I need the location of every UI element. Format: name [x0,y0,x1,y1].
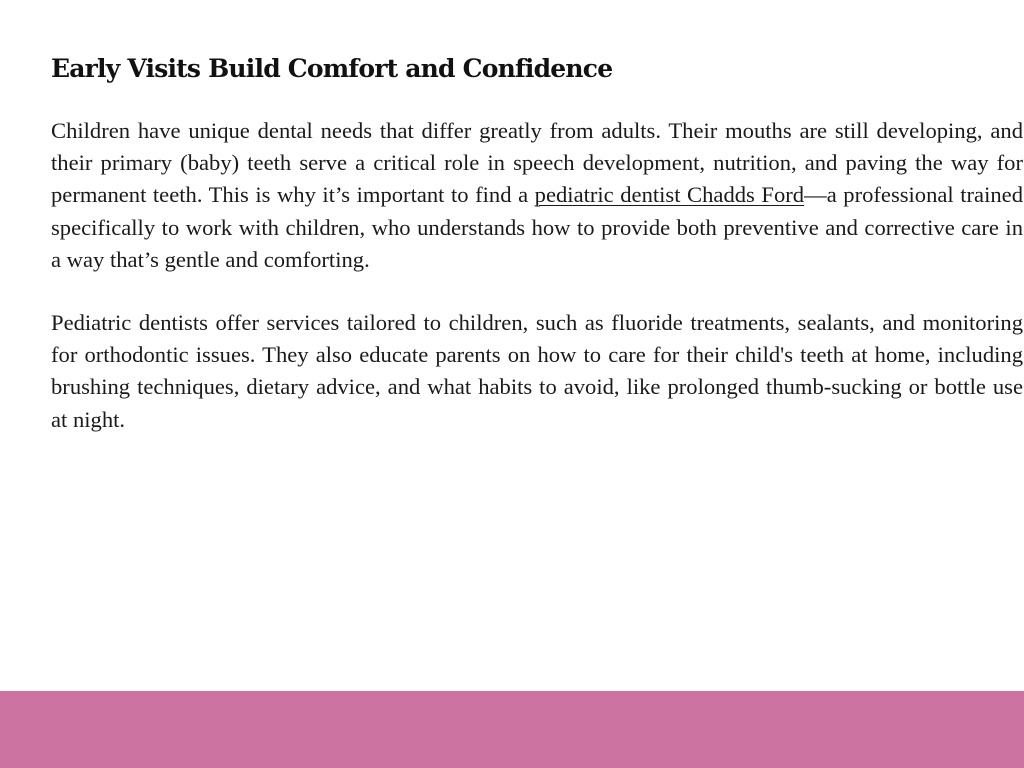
article-paragraph-1 [51,115,1023,276]
paragraph-1-text-before-link: Children have unique dental needs that differ greatly from adults. Their mouths are still developing, and their primary (baby) teeth serve a critical role in speech development, nutrition, and paving the way for permanent teeth. This is why it’s important to find a [51,118,1023,208]
article-content [51,50,1023,436]
footer-band [0,691,1024,768]
article-heading: Early Visits Build Comfort and Confidence [51,54,613,83]
article-paragraph-2: Pediatric dentists offer services tailored to children, such as fluoride treatments, sealants, and monitoring for orthodontic issues. They also educate parents on how to care for their child's teeth at home, including brushing techniques, dietary advice, and what habits to avoid, like prolonged thumb-sucking or bottle use at night. [51,310,1023,432]
paragraph-1-text-after-link: —a professional trained specifically to work with children, who understands how to provide both preventive and corrective care in a way that’s gentle and comforting. [51,182,1023,272]
pediatric-dentist-link[interactable]: pediatric dentist Chadds Ford [534,182,805,208]
